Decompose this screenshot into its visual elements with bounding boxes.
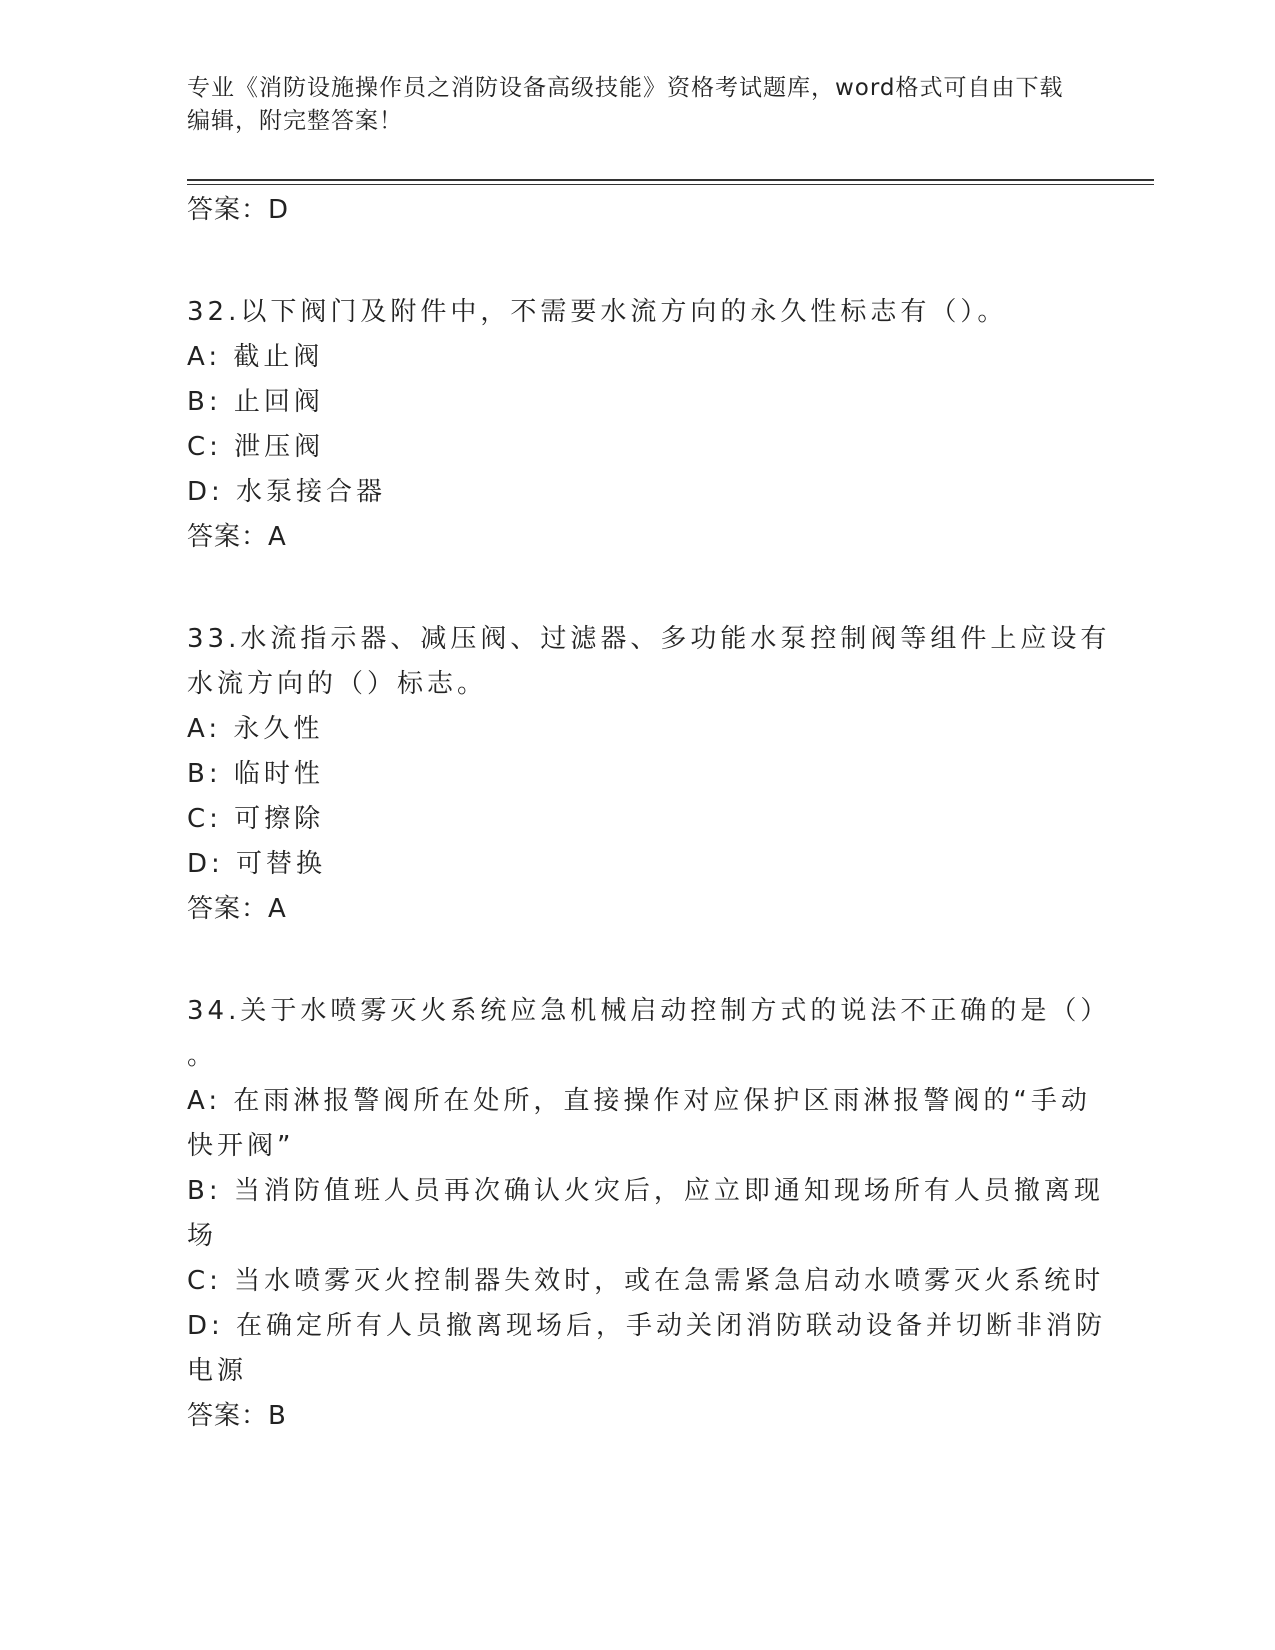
- option-a: A: 永久性: [187, 714, 324, 744]
- page-header: 专业《消防设施操作员之消防设备高级技能》资格考试题库，word格式可自由下载编辑，附完整答案！: [187, 75, 1064, 134]
- option-d-continued: 电源: [187, 1356, 248, 1386]
- question-block: [187, 989, 1111, 1439]
- option-b-continued: 场: [187, 1221, 218, 1251]
- question-stem: 33.水流指示器、减压阀、过滤器、多功能水泵控制阀等组件上应设有: [187, 624, 1111, 654]
- option-b: B: 临时性: [187, 759, 324, 789]
- question-stem-continued: 水流方向的（）标志。: [187, 669, 488, 699]
- question-block: [187, 617, 1111, 932]
- option-a: A: 在雨淋报警阀所在处所，直接操作对应保护区雨淋报警阀的“手动: [187, 1086, 1091, 1116]
- answer-line: 答案：D: [187, 195, 290, 225]
- option-a-continued: 快开阀”: [187, 1131, 295, 1161]
- answer-line: 答案：A: [187, 522, 287, 552]
- question-stem: 34.关于水喷雾灭火系统应急机械启动控制方式的说法不正确的是（）: [187, 996, 1111, 1026]
- header-divider-thick: [187, 179, 1154, 181]
- option-a: A: 截止阀: [187, 342, 324, 372]
- option-b: B: 当消防值班人员再次确认火灾后，应立即通知现场所有人员撤离现: [187, 1176, 1104, 1206]
- option-c: C: 可擦除: [187, 804, 325, 834]
- option-c: C: 当水喷雾灭火控制器失效时，或在急需紧急启动水喷雾灭火系统时: [187, 1266, 1105, 1296]
- question-block: [187, 290, 1087, 560]
- answer-line: 答案：B: [187, 1401, 287, 1431]
- question-stem: 32.以下阀门及附件中，不需要水流方向的永久性标志有（）。: [187, 297, 1008, 327]
- option-d: D: 水泵接合器: [187, 477, 387, 507]
- option-b: B: 止回阀: [187, 387, 324, 417]
- question-content: [187, 188, 1111, 1439]
- option-c: C: 泄压阀: [187, 432, 325, 462]
- question-stem-continued: 。: [187, 1041, 218, 1071]
- option-d: D: 在确定所有人员撤离现场后，手动关闭消防联动设备并切断非消防: [187, 1311, 1107, 1341]
- answer-line: 答案：A: [187, 894, 287, 924]
- header-divider-thin: [187, 184, 1154, 185]
- option-d: D: 可替换: [187, 849, 327, 879]
